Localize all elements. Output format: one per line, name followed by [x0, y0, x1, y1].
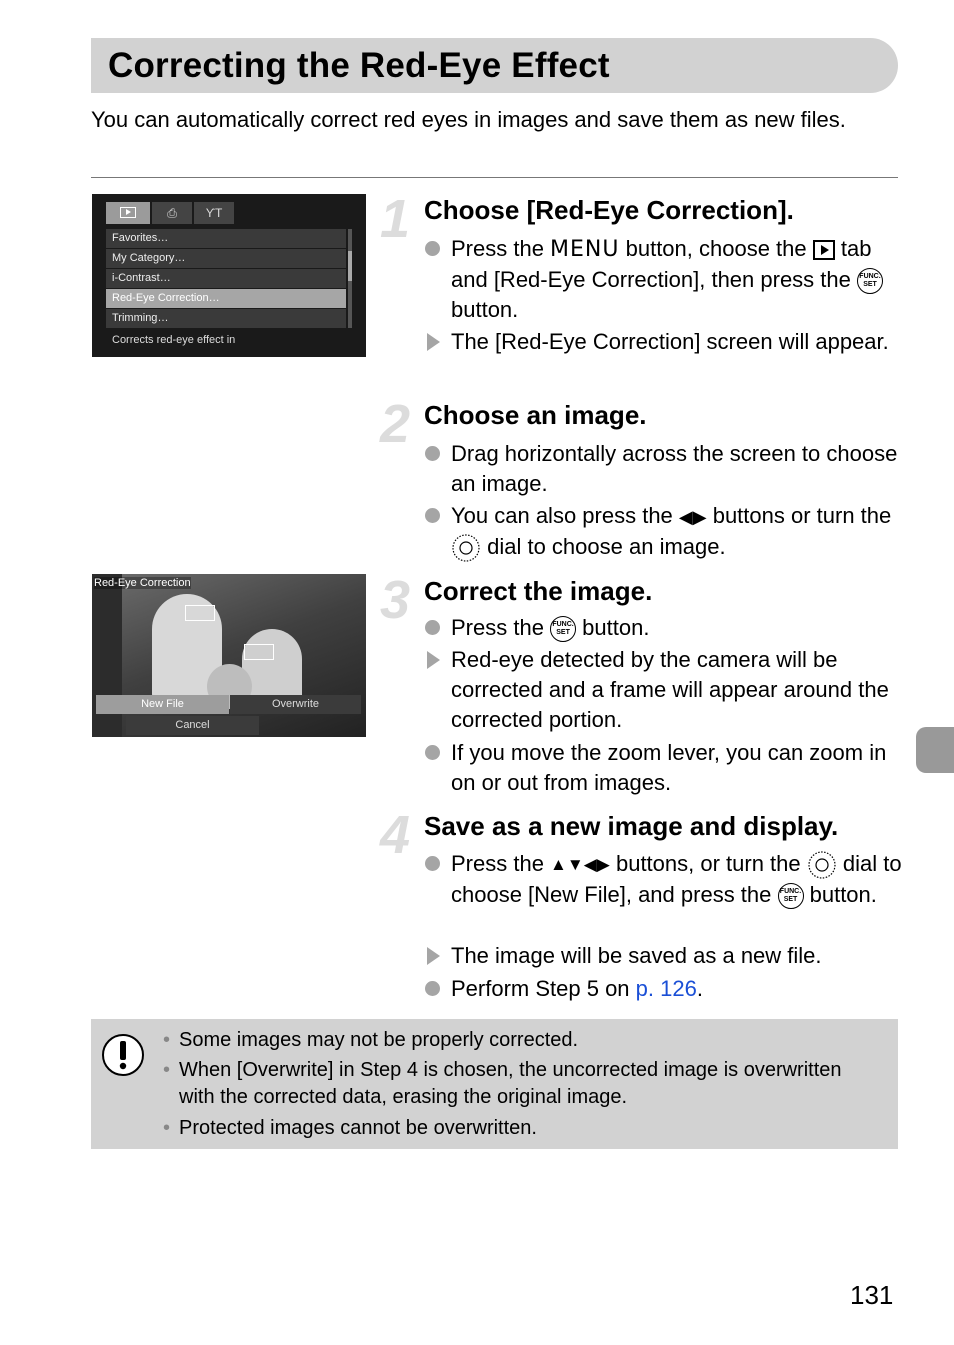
menu-screenshot [92, 194, 366, 357]
four-way-arrows-icon: ▲▼◀▶ [550, 855, 610, 875]
menu-item-trimming: Trimming… [106, 309, 346, 328]
tab-print: ⎙ [152, 202, 192, 224]
step-number-1: 1 [380, 189, 411, 249]
red-eye-frame-1 [185, 605, 215, 621]
menu-tab-bar [106, 202, 236, 224]
option-new-file: New File [96, 695, 229, 714]
step-3-bullet-3: If you move the zoom lever, you can zoom in on or out from images. [451, 740, 887, 795]
step-2-bullet-1: Drag horizontally across the screen to choose an image. [451, 441, 898, 496]
caution-note-1: • Some images may not be properly corrected. [179, 1027, 859, 1054]
menu-scrollbar [348, 229, 352, 328]
step-heading-3: Correct the image. [424, 576, 653, 606]
menu-item-red-eye-correction: Red-Eye Correction… [106, 289, 346, 308]
func-set-icon: FUNC. SET [857, 268, 883, 294]
red-eye-screenshot [92, 574, 366, 737]
step-4-bullet-2: The image will be saved as a new file. [451, 943, 822, 968]
title-bar [91, 38, 898, 93]
control-dial-icon [451, 533, 481, 563]
func-set-icon: FUNC. SET [778, 883, 804, 909]
tab-tools: ϒT [194, 202, 234, 224]
step-heading-2: Choose an image. [424, 400, 647, 430]
step-3-bullet-1: Press the FUNC. SET button. [424, 613, 904, 643]
step-3-bullet-2: Red-eye detected by the camera will be corrected and a frame will appear around the corrected portion. [451, 647, 889, 732]
step-1-bullet-2: The [Red-Eye Correction] screen will appear. [451, 329, 889, 354]
option-cancel: Cancel [126, 716, 259, 735]
menu-item-i-contrast: i-Contrast… [106, 269, 346, 288]
step-4-bullet-1: Press the ▲▼◀▶ buttons, or turn the dial to choose [New File], and press the FUNC. SET button. [424, 849, 904, 910]
step-heading-4: Save as a new image and display. [424, 811, 839, 841]
control-dial-icon [807, 850, 837, 880]
option-overwrite: Overwrite [230, 695, 361, 714]
menu-hint: Corrects red-eye effect in [112, 334, 236, 346]
menu-button-label: MENU [550, 237, 620, 262]
screen-label: Red-Eye Correction [94, 577, 191, 589]
page-number: 131 [850, 1280, 894, 1310]
caution-icon [100, 1032, 146, 1078]
page-link[interactable]: p. 126 [635, 976, 697, 1001]
func-set-icon: FUNC. SET [550, 616, 576, 642]
left-right-arrows-icon: ◀▶ [678, 507, 707, 528]
caution-note-2: • When [Overwrite] in Step 4 is chosen, the uncorrected image is overwritten with the corrected data, erasing the original image. [179, 1057, 859, 1111]
step-heading-1: Choose [Red-Eye Correction]. [424, 195, 794, 225]
red-eye-frame-2 [244, 644, 274, 660]
step-number-4: 4 [380, 805, 411, 865]
playback-tab-icon [813, 240, 835, 260]
caution-note-3: • Protected images cannot be overwritten. [179, 1115, 859, 1142]
menu-item-my-category: My Category… [106, 249, 346, 268]
divider [91, 177, 898, 178]
step-2-bullet-2: You can also press the ◀▶ buttons or turn the dial to choose an image. [424, 501, 904, 563]
menu-item-favorites: Favorites… [106, 229, 346, 248]
step-number-2: 2 [380, 394, 411, 454]
tab-playback [106, 202, 150, 224]
step-number-3: 3 [380, 570, 411, 630]
step-4-bullet-3: Perform Step 5 on p. 126. [451, 976, 703, 1001]
page-title: Correcting the Red-Eye Effect [108, 46, 610, 85]
chapter-side-tab [916, 727, 954, 773]
intro-text: You can automatically correct red eyes in images and save them as new files. [91, 107, 846, 132]
step-1-bullet-1: Press the MENU button, choose the tab and [Red-Eye Correction], then press the FUNC. SET button. [424, 234, 904, 325]
